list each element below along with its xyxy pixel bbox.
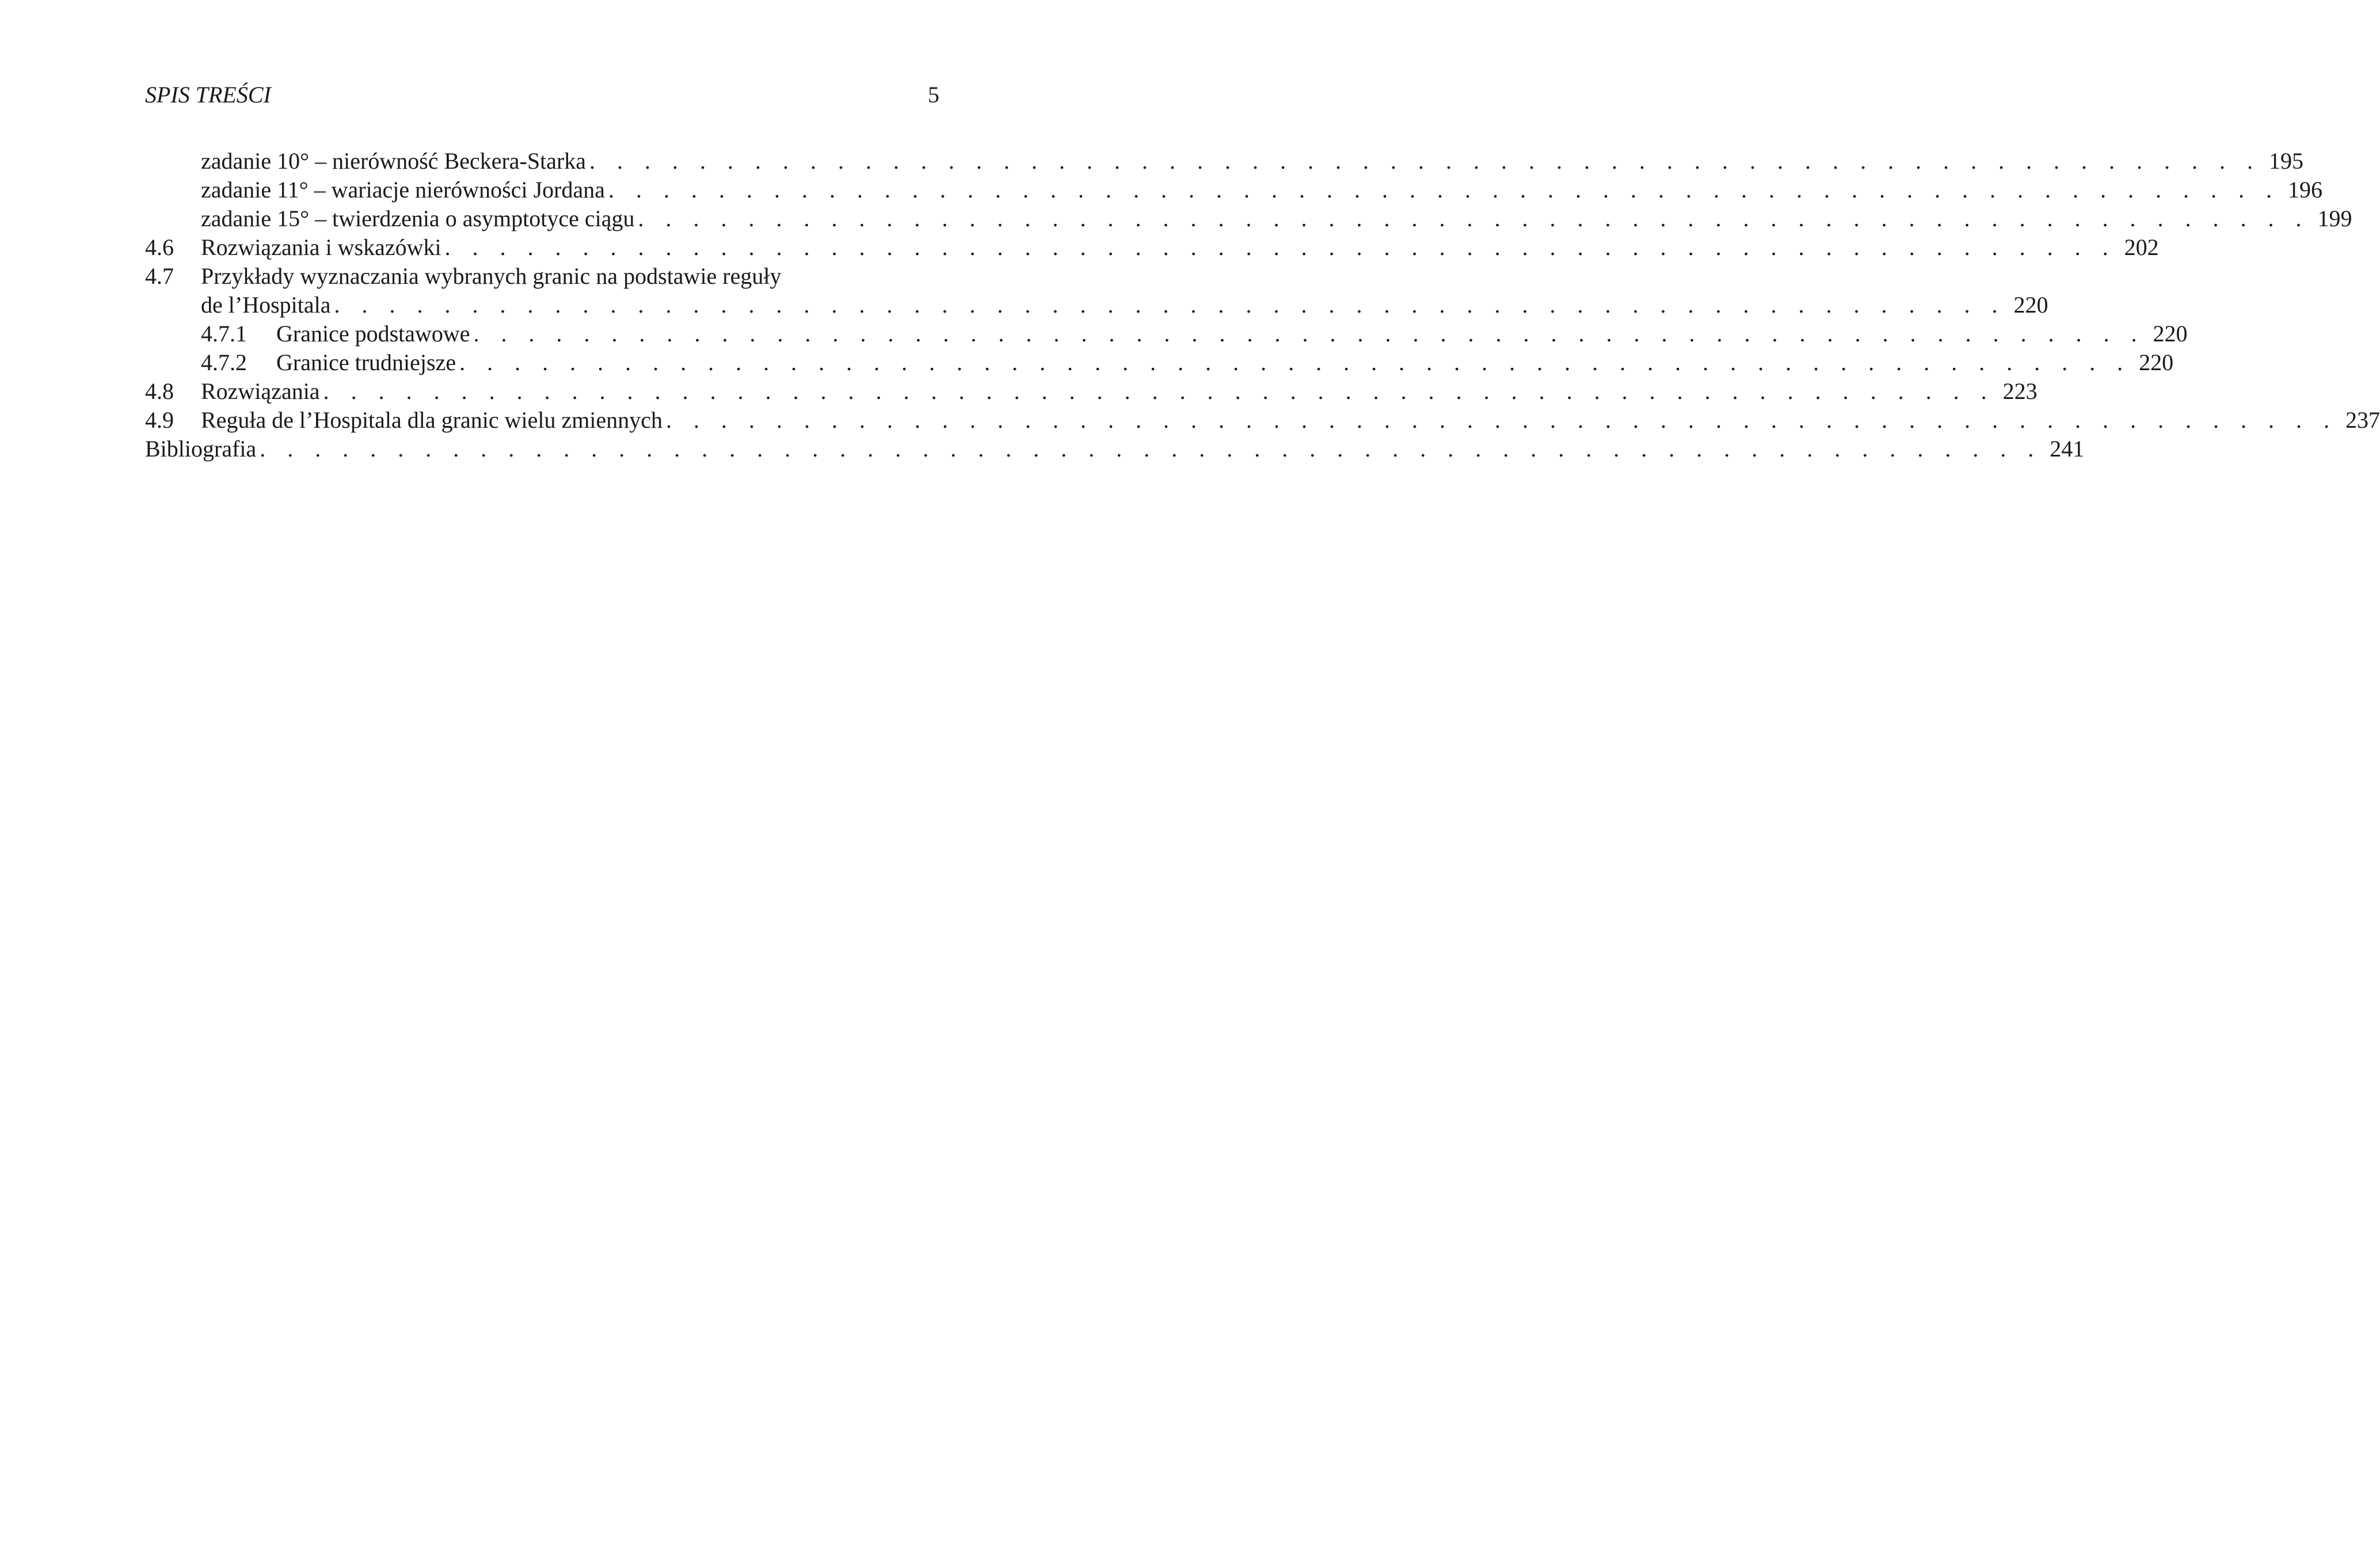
toc-entry[interactable] [145,435,2085,463]
toc-entry[interactable] [145,406,2380,435]
header-title: SPIS TREŚCI [145,82,271,108]
toc-entry-title: Przykłady wyznaczania wybranych granic na podstawie reguły [201,263,782,289]
running-header [145,81,939,109]
toc-entry-number: 4.7.2 [201,349,247,375]
toc-entry-title: zadanie 10° – nierówność Beckera-Starka [201,148,587,174]
toc-entry-page: 220 [2139,349,2174,375]
toc-entry-page: 220 [2153,321,2188,347]
toc-entry-page: 199 [2317,206,2352,231]
dot-leader: . . . . . . . . . . . . . . . . . . . . . . . . . . . . . . . . . . . . . . . . . . . . . . . . . . . . . . . . . . . . . [589,148,2261,174]
dot-leader: . . . . . . . . . . . . . . . . . . . . . . . . . . . . . . . . . . . . . . . . . . . . . . . . . . . . . . . . . . . . . [459,349,2131,375]
toc-entry-page: 220 [2013,292,2048,318]
header-page-number: 5 [928,82,939,108]
toc-entry-page: 223 [2002,378,2038,404]
dot-leader: . . . . . . . . . . . . . . . . . . . . . . . . . . . . . . . . . . . . . . . . . . . . . . . . . . . . . . . . . . . . . [444,234,2116,260]
toc-entry[interactable] [145,348,2174,377]
toc-entry-continuation[interactable] [145,291,2048,320]
dot-leader: . . . . . . . . . . . . . . . . . . . . . . . . . . . . . . . . . . . . . . . . . . . . . . . . . . . . . . . . . . . . . [323,378,1995,404]
toc-entry[interactable] [145,320,2188,348]
toc-entry[interactable] [145,233,2159,262]
toc-entry-page: 196 [2288,177,2322,203]
toc-entry-number: 4.8 [145,378,174,404]
toc-entry[interactable] [145,147,2304,176]
toc-entry-number: 4.9 [145,407,174,433]
dot-leader: . . . . . . . . . . . . . . . . . . . . . . . . . . . . . . . . . . . . . . . . . . . . . . . . . . . . . . . . . . . . . [638,206,2310,231]
toc-entry-number: 4.6 [145,234,174,260]
dot-leader: . . . . . . . . . . . . . . . . . . . . . . . . . . . . . . . . . . . . . . . . . . . . . . . . . . . . . . . . . . . . . [334,292,2006,318]
dot-leader: . . . . . . . . . . . . . . . . . . . . . . . . . . . . . . . . . . . . . . . . . . . . . . . . . . . . . . . . . . . . . . . . . [260,436,2042,462]
toc-entry-page: 237 [2345,407,2380,433]
toc-entry[interactable] [145,204,2352,233]
toc-entry-page: 195 [2269,148,2304,174]
toc-entry[interactable] [145,176,2322,204]
table-of-contents [145,147,2380,463]
toc-entry-title: zadanie 15° – twierdzenia o asymptotyce ciągu [201,206,635,231]
toc-entry-title: Bibliografia [145,436,257,462]
toc-entry-page: 241 [2050,436,2085,462]
toc-entry-title: Granice podstawowe [276,321,470,347]
toc-entry-title: de l’Hospitala [201,292,331,318]
toc-entry-number: 4.7.1 [201,321,247,347]
dot-leader: . . . . . . . . . . . . . . . . . . . . . . . . . . . . . . . . . . . . . . . . . . . . . . . . . . . . . . . . . . . . . [608,177,2280,203]
toc-entry-title: Rozwiązania i wskazówki [201,234,441,260]
toc-entry[interactable] [145,262,939,291]
toc-entry-title: Granice trudniejsze [276,349,456,375]
toc-entry-page: 202 [2124,234,2159,260]
dot-leader: . . . . . . . . . . . . . . . . . . . . . . . . . . . . . . . . . . . . . . . . . . . . . . . . . . . . . . . . . . . . . [473,321,2145,347]
toc-entry-title: zadanie 11° – wariacje nierówności Jordana [201,177,605,203]
toc-entry-title: Reguła de l’Hospitala dla granic wielu zmiennych [201,407,662,433]
toc-entry-title: Rozwiązania [201,378,320,404]
toc-entry[interactable] [145,377,2038,406]
dot-leader: . . . . . . . . . . . . . . . . . . . . . . . . . . . . . . . . . . . . . . . . . . . . . . . . . . . . . . . . . . . . . [665,407,2337,433]
toc-entry-number: 4.7 [145,263,174,289]
